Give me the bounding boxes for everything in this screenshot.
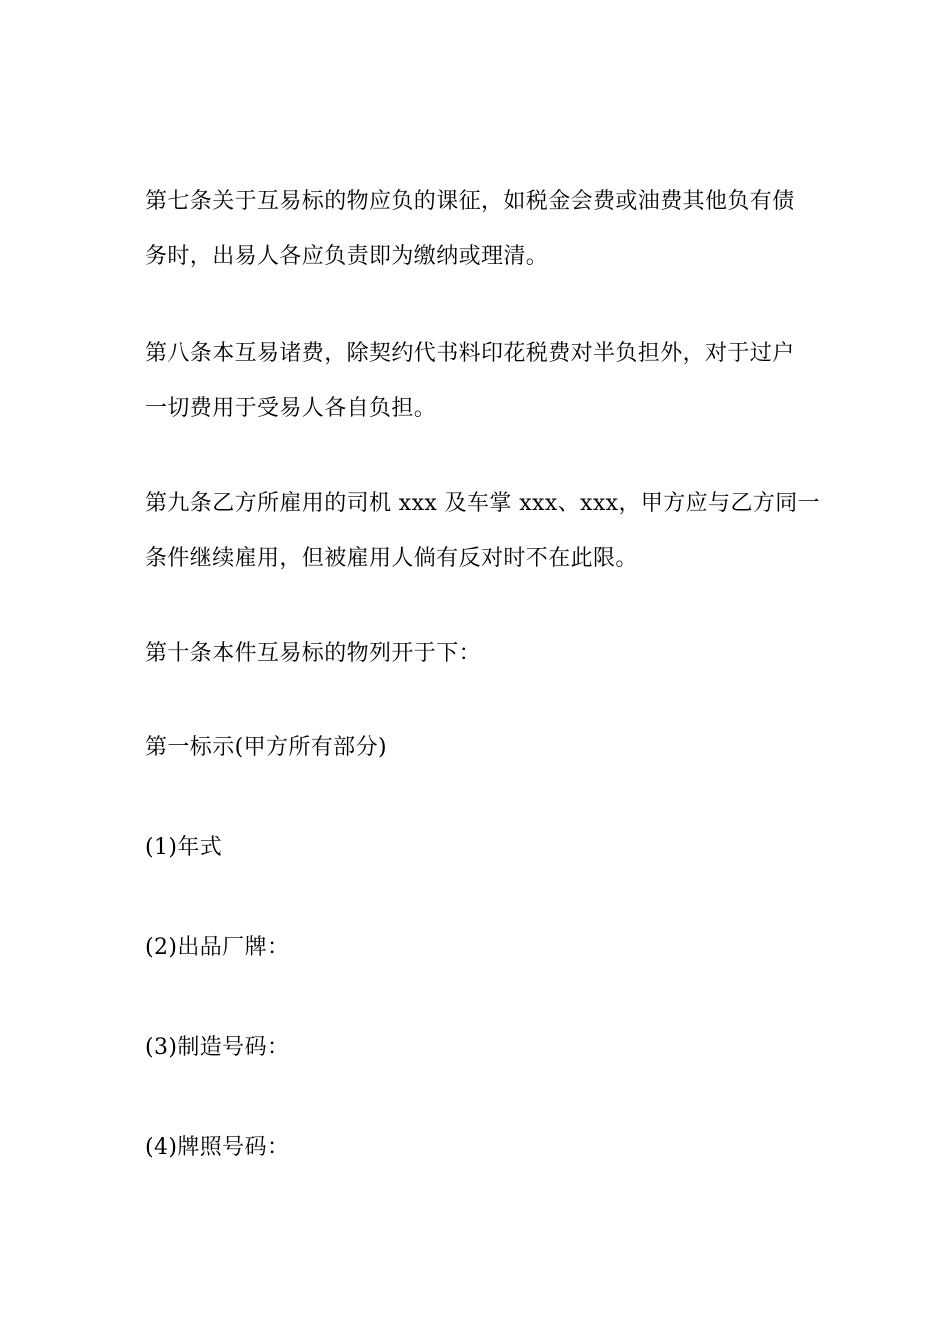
list-item — [145, 1020, 810, 1075]
list-item — [145, 820, 810, 875]
article-9-line-2: 条件继续雇用，但被雇用人倘有反对时不在此限。 — [145, 546, 638, 571]
article-7-paragraph — [145, 174, 810, 284]
article-10-line: 第十条本件互易标的物列开于下： — [145, 641, 482, 666]
article-10-paragraph — [145, 626, 810, 681]
section-1-heading — [145, 720, 810, 775]
item-serial-number: (3)制造号码： — [145, 1035, 290, 1060]
article-7-line-1: 第七条关于互易标的物应负的课征，如税金会费或油费其他负有债 — [145, 189, 795, 214]
article-8-line-1: 第八条本互易诸费，除契约代书料印花税费对半负担外，对于过户 — [145, 341, 795, 366]
article-7-line-2: 务时，出易人各应负责即为缴纳或理清。 — [145, 244, 549, 269]
list-item — [145, 920, 810, 975]
article-8-line-2: 一切费用于受易人各自负担。 — [145, 396, 437, 421]
section-1-heading-text: 第一标示(甲方所有部分) — [145, 735, 387, 760]
article-9-paragraph — [145, 476, 821, 586]
article-8-paragraph — [145, 326, 810, 436]
article-9-line-1: 第九条乙方所雇用的司机 xxx 及车掌 xxx、xxx，甲方应与乙方同一 — [145, 491, 821, 516]
item-year-model: (1)年式 — [145, 835, 223, 860]
item-license-plate: (4)牌照号码： — [145, 1135, 290, 1160]
list-item — [145, 1120, 810, 1175]
item-manufacturer-brand: (2)出品厂牌： — [145, 935, 290, 960]
